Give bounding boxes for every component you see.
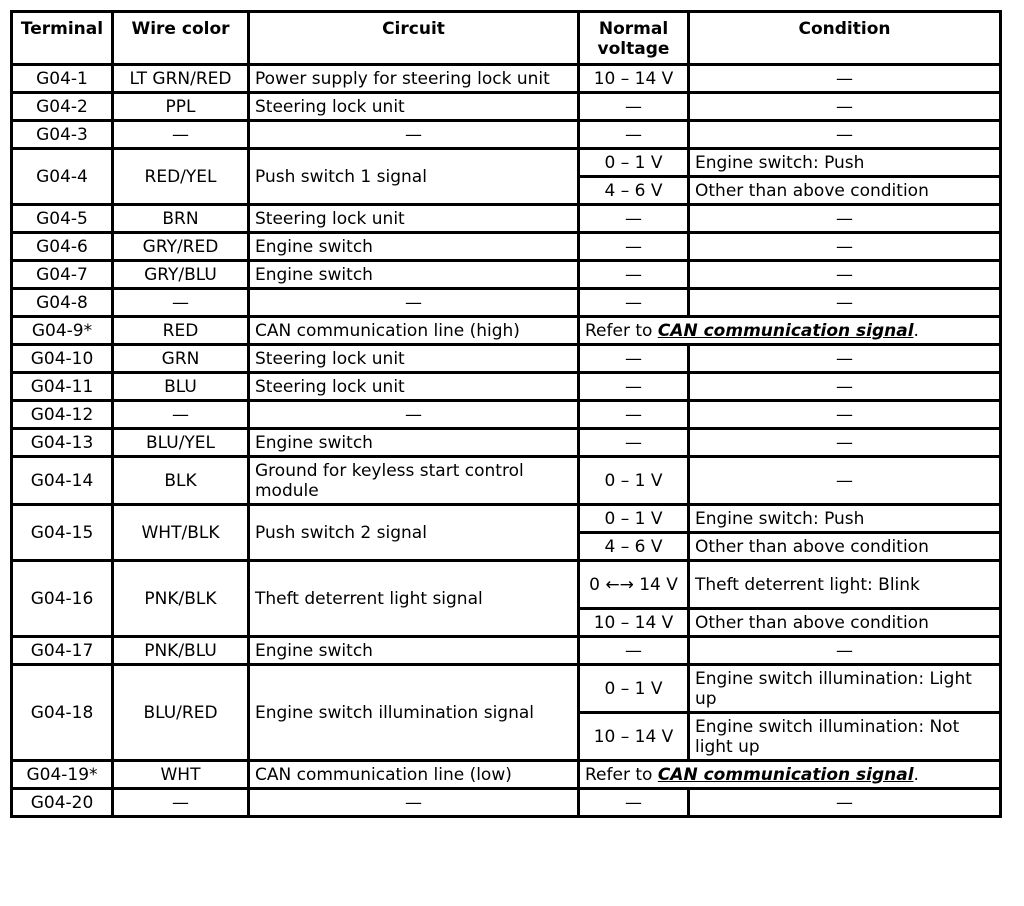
condition-cell: Other than above condition — [689, 533, 1001, 561]
terminal-cell: G04-12 — [12, 401, 113, 429]
terminal-cell: G04-15 — [12, 505, 113, 561]
terminal-cell: G04-5 — [12, 205, 113, 233]
terminal-cell: G04-2 — [12, 93, 113, 121]
voltage-cell: — — [579, 205, 689, 233]
reference-prefix: Refer to — [585, 320, 658, 341]
terminal-cell: G04-9* — [12, 317, 113, 345]
voltage-cell: — — [579, 261, 689, 289]
condition-cell: — — [689, 401, 1001, 429]
wire-color-cell: PPL — [113, 93, 249, 121]
circuit-cell: — — [249, 289, 579, 317]
voltage-cell: 10 – 14 V — [579, 65, 689, 93]
condition-cell: — — [689, 261, 1001, 289]
circuit-cell: Steering lock unit — [249, 205, 579, 233]
table-row — [12, 373, 1001, 401]
circuit-cell: Push switch 2 signal — [249, 505, 579, 561]
wire-color-cell: — — [113, 121, 249, 149]
terminal-cell: G04-4 — [12, 149, 113, 205]
voltage-cell: 0 ←→ 14 V — [579, 561, 689, 609]
condition-cell: — — [689, 457, 1001, 505]
wire-color-cell: — — [113, 289, 249, 317]
reference-suffix: . — [913, 320, 919, 341]
header-condition: Condition — [689, 12, 1001, 65]
wire-color-cell: GRY/RED — [113, 233, 249, 261]
voltage-cell: 0 – 1 V — [579, 665, 689, 713]
condition-cell: — — [689, 789, 1001, 817]
condition-cell: — — [689, 121, 1001, 149]
wire-color-cell: — — [113, 401, 249, 429]
wire-color-cell: BRN — [113, 205, 249, 233]
table-row — [12, 205, 1001, 233]
reference-prefix: Refer to — [585, 764, 658, 785]
terminal-cell: G04-8 — [12, 289, 113, 317]
wire-color-cell: BLU — [113, 373, 249, 401]
condition-cell: Engine switch: Push — [689, 149, 1001, 177]
table-row — [12, 317, 1001, 345]
wire-color-cell: — — [113, 789, 249, 817]
circuit-cell: Steering lock unit — [249, 93, 579, 121]
voltage-cell: 10 – 14 V — [579, 713, 689, 761]
table-row — [12, 233, 1001, 261]
voltage-cell: — — [579, 401, 689, 429]
terminal-cell: G04-7 — [12, 261, 113, 289]
voltage-cell: — — [579, 637, 689, 665]
table-row — [12, 665, 1001, 713]
terminal-cell: G04-14 — [12, 457, 113, 505]
wire-color-cell: BLU/RED — [113, 665, 249, 761]
wire-color-cell: RED — [113, 317, 249, 345]
header-row — [12, 12, 1001, 65]
wire-color-cell: GRN — [113, 345, 249, 373]
circuit-cell: Ground for keyless start control module — [249, 457, 579, 505]
condition-cell: — — [689, 289, 1001, 317]
table-row — [12, 505, 1001, 533]
condition-cell: — — [689, 65, 1001, 93]
circuit-cell: Engine switch illumination signal — [249, 665, 579, 761]
table-row — [12, 637, 1001, 665]
circuit-cell: CAN communication line (low) — [249, 761, 579, 789]
wire-color-cell: WHT — [113, 761, 249, 789]
table-row — [12, 561, 1001, 609]
wire-color-cell: BLU/YEL — [113, 429, 249, 457]
voltage-cell: — — [579, 121, 689, 149]
voltage-cell: — — [579, 789, 689, 817]
condition-cell: — — [689, 233, 1001, 261]
condition-cell: — — [689, 373, 1001, 401]
table-row — [12, 121, 1001, 149]
wire-color-cell: WHT/BLK — [113, 505, 249, 561]
table-row — [12, 789, 1001, 817]
terminal-cell: G04-17 — [12, 637, 113, 665]
circuit-cell: — — [249, 789, 579, 817]
terminal-cell: G04-10 — [12, 345, 113, 373]
reference-cell — [579, 317, 1001, 345]
terminal-cell: G04-19* — [12, 761, 113, 789]
circuit-cell: Engine switch — [249, 637, 579, 665]
voltage-cell: 0 – 1 V — [579, 149, 689, 177]
can-signal-link[interactable]: CAN communication signal — [657, 320, 914, 341]
condition-cell: Engine switch illumination: Light up — [689, 665, 1001, 713]
terminal-cell: G04-20 — [12, 789, 113, 817]
terminal-cell: G04-1 — [12, 65, 113, 93]
wire-color-cell: BLK — [113, 457, 249, 505]
terminal-cell: G04-18 — [12, 665, 113, 761]
header-wire-color: Wire color — [113, 12, 249, 65]
header-terminal: Terminal — [12, 12, 113, 65]
circuit-cell: Steering lock unit — [249, 373, 579, 401]
table-row — [12, 149, 1001, 177]
voltage-cell: 4 – 6 V — [579, 533, 689, 561]
voltage-cell: — — [579, 289, 689, 317]
table-row — [12, 261, 1001, 289]
voltage-cell: — — [579, 233, 689, 261]
circuit-cell: CAN communication line (high) — [249, 317, 579, 345]
condition-cell: — — [689, 93, 1001, 121]
terminal-cell: G04-3 — [12, 121, 113, 149]
circuit-cell: Push switch 1 signal — [249, 149, 579, 205]
wire-color-cell: PNK/BLK — [113, 561, 249, 637]
wire-color-cell: PNK/BLU — [113, 637, 249, 665]
condition-cell: — — [689, 205, 1001, 233]
wire-color-cell: GRY/BLU — [113, 261, 249, 289]
condition-cell: Theft deterrent light: Blink — [689, 561, 1001, 609]
condition-cell: Other than above condition — [689, 177, 1001, 205]
table-row — [12, 65, 1001, 93]
voltage-cell: — — [579, 345, 689, 373]
circuit-cell: Engine switch — [249, 261, 579, 289]
table-row — [12, 761, 1001, 789]
condition-cell: — — [689, 637, 1001, 665]
wire-color-cell: RED/YEL — [113, 149, 249, 205]
can-signal-link[interactable]: CAN communication signal — [657, 764, 914, 785]
table-row — [12, 401, 1001, 429]
header-circuit: Circuit — [249, 12, 579, 65]
table-row — [12, 289, 1001, 317]
table-row — [12, 457, 1001, 505]
wire-color-cell: LT GRN/RED — [113, 65, 249, 93]
condition-cell: — — [689, 429, 1001, 457]
voltage-cell: — — [579, 93, 689, 121]
reference-suffix: . — [913, 764, 919, 785]
voltage-cell: 0 – 1 V — [579, 505, 689, 533]
circuit-cell: Engine switch — [249, 233, 579, 261]
voltage-cell: 4 – 6 V — [579, 177, 689, 205]
terminal-cell: G04-16 — [12, 561, 113, 637]
header-normal-voltage: Normal voltage — [579, 12, 689, 65]
circuit-cell: — — [249, 121, 579, 149]
circuit-cell: Steering lock unit — [249, 345, 579, 373]
reference-cell — [579, 761, 1001, 789]
terminal-cell: G04-13 — [12, 429, 113, 457]
condition-cell: Engine switch: Push — [689, 505, 1001, 533]
table-row — [12, 93, 1001, 121]
condition-cell: Other than above condition — [689, 609, 1001, 637]
circuit-cell: Theft deterrent light signal — [249, 561, 579, 637]
table-row — [12, 345, 1001, 373]
table-row — [12, 429, 1001, 457]
terminal-table — [10, 10, 1002, 818]
voltage-cell: 10 – 14 V — [579, 609, 689, 637]
circuit-cell: — — [249, 401, 579, 429]
terminal-cell: G04-11 — [12, 373, 113, 401]
circuit-cell: Engine switch — [249, 429, 579, 457]
circuit-cell: Power supply for steering lock unit — [249, 65, 579, 93]
voltage-cell: — — [579, 429, 689, 457]
voltage-cell: 0 – 1 V — [579, 457, 689, 505]
terminal-cell: G04-6 — [12, 233, 113, 261]
condition-cell: Engine switch illumination: Not light up — [689, 713, 1001, 761]
voltage-cell: — — [579, 373, 689, 401]
condition-cell: — — [689, 345, 1001, 373]
